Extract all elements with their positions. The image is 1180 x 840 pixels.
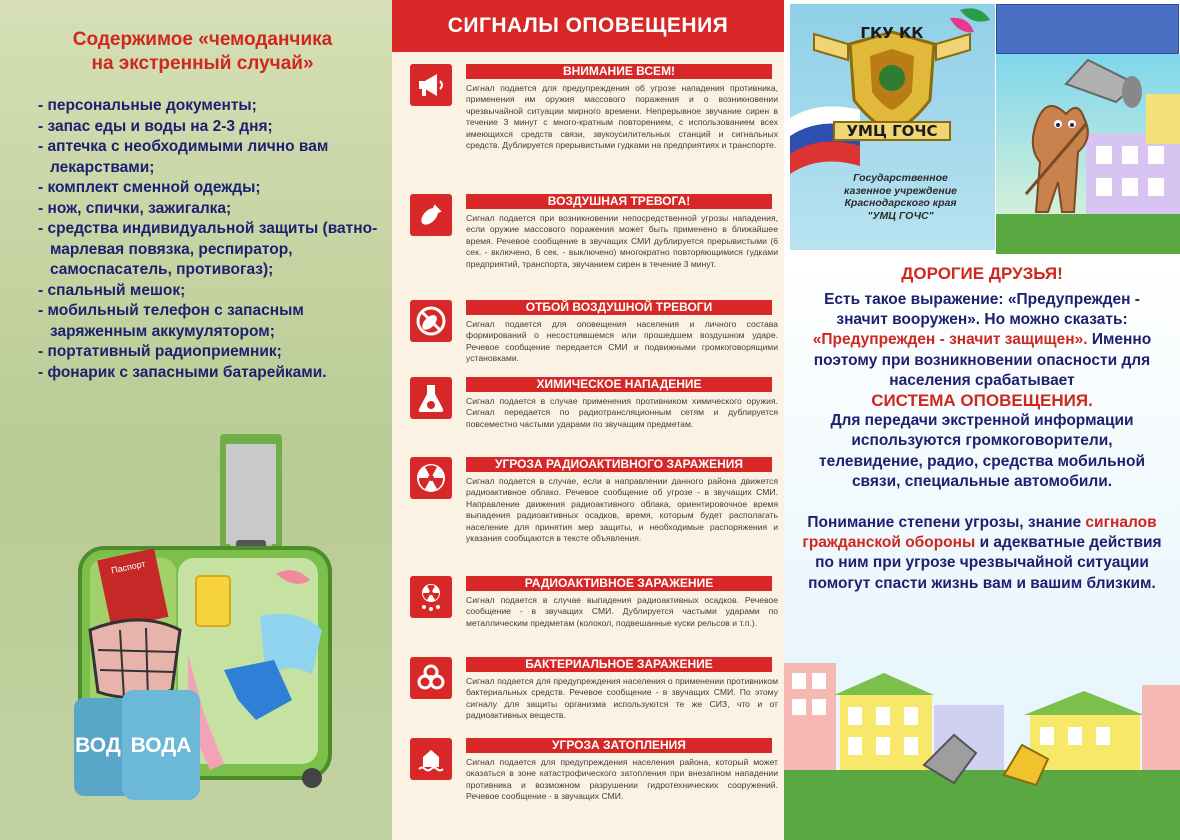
water-label-2: ВОДА xyxy=(130,734,192,757)
caption-line: казенное учреждение xyxy=(844,184,957,197)
umc-gochs-logo xyxy=(790,4,995,250)
message-highlight: сигналов гражданской обороны xyxy=(802,514,1157,552)
message-title: ДОРОГИЕ ДРУЗЬЯ! xyxy=(901,264,1063,283)
kit-item: - персональные документы; xyxy=(38,97,257,114)
signal-all-clear xyxy=(410,300,780,374)
bomb-icon xyxy=(410,194,452,236)
signal-title: УГРОЗА РАДИОАКТИВНОГО ЗАРАЖЕНИЯ xyxy=(466,457,772,472)
signal-text: Сигнал подается для предупреждения населения района, который может оказаться в зоне катастрофического затопления при внезапном нападении противника и возможном разрушении гидротехнических сооружений. Речевое сообщение - в звучащих СМИ. xyxy=(466,757,778,802)
kit-title xyxy=(30,28,375,76)
kit-item: - спальный мешок; xyxy=(38,281,186,299)
message-text: Есть такое выражение: «Предупрежден - значит вооружен». Но можно сказать: xyxy=(824,291,1140,329)
kit-title-line-1: Содержимое «чемоданчика xyxy=(72,29,333,50)
chemical-flask-icon xyxy=(410,377,452,419)
town-illustration xyxy=(784,655,1180,840)
dear-friends-message xyxy=(784,258,1180,663)
signal-title: ОТБОЙ ВОЗДУШНОЙ ТРЕВОГИ xyxy=(466,300,772,315)
kit-title-line-2: на экстренный случай» xyxy=(91,53,314,74)
message-text: и адекватные действия по ним при угрозе чрезвычайной ситуации помогут спасти жизнь вам и вашим близким. xyxy=(808,534,1162,592)
radioactive-fallout-icon xyxy=(410,576,452,618)
caption-line: Краснодарского края xyxy=(844,197,957,209)
signal-title: УГРОЗА ЗАТОПЛЕНИЯ xyxy=(466,738,772,753)
message-paragraph xyxy=(800,290,1164,391)
kit-item: - комплект сменной одежды; xyxy=(38,179,261,196)
signal-flood-threat xyxy=(410,738,780,838)
passport-label: Паспорт xyxy=(110,558,147,576)
info-panel xyxy=(784,0,1180,840)
message-paragraph: Для передачи экстренной информации используются громкоговорители, телевидение, радио, средства мобильной связи, специальные автомобили. xyxy=(818,412,1146,490)
message-text: Именно поэтому при возникновении опасности для населения срабатывает xyxy=(813,331,1152,389)
logo-top-text: ГКУ КК xyxy=(860,24,924,42)
signal-title: ВНИМАНИЕ ВСЕМ! xyxy=(466,64,772,79)
suitcase-illustration xyxy=(60,430,360,810)
signal-text: Сигнал подается при возникновении непосредственной угрозы нападения, если оружие массового поражения может быть применено в ближайшее время. Речевое сообщение в звучащих СМИ дублируется прерывистыми (6 сек. - включено, 6 сек. - выключено) многократно повторяющимися гудками предприятий, транспорта, звучанием сирен в течение 3 минут. xyxy=(466,213,778,269)
signal-chemical xyxy=(410,377,780,457)
system-alert-heading: СИСТЕМА ОПОВЕЩЕНИЯ. xyxy=(871,391,1093,411)
signal-radioactive-contamination xyxy=(410,576,780,656)
cat-megaphone-illustration xyxy=(996,54,1180,254)
message-text: Понимание степени угрозы, знание xyxy=(807,514,1086,532)
radiation-icon xyxy=(410,457,452,499)
message-body xyxy=(800,290,1164,594)
signal-radiation-threat xyxy=(410,457,780,575)
signal-text: Сигнал подается для предупреждения об угрозе нападения противника, применения им оружия массового поражения и о возникновении чрезвычайной ситуации мирного времени. Непрерывное звучание сирен в течение 3 минут с много-кратным повторением, с использованием всех имеющихся средств связи, звукоусилительных станций и сигнальных средств. Дублируется прерывистыми гудками на предприятиях и транспорте. xyxy=(466,83,778,151)
signals-header: СИГНАЛЫ ОПОВЕЩЕНИЯ xyxy=(392,0,784,52)
signal-text: Сигнал подается для оповещения населения и личного состава формирований о несостоявшемся или прошедшем воздушном ударе. Речевое сообщение передается СМИ и подвижными громкоговорящими установками. xyxy=(466,319,778,364)
caption-line: "УМЦ ГОЧС" xyxy=(867,209,934,222)
kit-item: - портативный радиоприемник; xyxy=(38,343,282,360)
message-highlight: «Предупрежден - значит защищен». xyxy=(812,331,1088,349)
kit-item: - фонарик с запасными батарейками. xyxy=(38,363,327,381)
signal-text: Сигнал подается в случае, если в направлении данного района движется радиоактивное облако. Речевое сообщение об угрозе - в звучащих СМИ. Направление движения радиоактивного облака, ориентировочное время выпадения радиоактивных осадков, время, которым будет располагать население для принятия мер защиты, и необходимые распоряжения и указания сообщаются в тексте объявления. xyxy=(466,476,778,544)
kit-item: - аптечка с необходимыми лично вам лекарствами; xyxy=(38,138,329,176)
kit-item: - нож, спички, зажигалка; xyxy=(38,199,232,217)
signal-attention xyxy=(410,64,780,194)
signal-text: Сигнал подается для предупреждения населения о применении противником бактериальных средств. Речевое сообщение - в звучащих СМИ. По этому сигналу для защиты организма используются те же СИЗ, что и от радиоактивных веществ. xyxy=(466,676,778,721)
shield-emblem-icon xyxy=(790,4,995,174)
water-label-1: ВОД xyxy=(75,734,121,757)
biohazard-icon xyxy=(410,657,452,699)
signal-title: РАДИОАКТИВНОЕ ЗАРАЖЕНИЕ xyxy=(466,576,772,591)
kit-item: - запас еды и воды на 2-3 дня; xyxy=(38,117,273,135)
blue-banner xyxy=(996,4,1179,54)
kit-item: - средства индивидуальной защиты (ватно-марлевая повязка, респиратор, самоспасатель, противогаз); xyxy=(38,220,378,278)
signal-title: БАКТЕРИАЛЬНОЕ ЗАРАЖЕНИЕ xyxy=(466,657,772,672)
kit-list xyxy=(38,96,378,383)
caption-line: Государственное xyxy=(853,172,948,184)
signal-text: Сигнал подается в случае выпадения радиоактивных осадков. Речевое сообщение - в звучащих СМИ. Дублируется частыми ударами по металлическим предметам (колокол, подвешанные куски рельсов и т.п.). xyxy=(466,595,778,628)
signal-text: Сигнал подается в случае применения противником химического оружия. Сигнал передается по радиотрансляционным сетям и дублируется повсеместно частыми ударами по звучащим предметам. xyxy=(466,396,778,429)
organization-caption xyxy=(808,172,993,222)
emergency-kit-panel xyxy=(0,0,392,840)
signal-title: ВОЗДУШНАЯ ТРЕВОГА! xyxy=(466,194,772,209)
no-bomb-icon xyxy=(410,300,452,342)
logo-bottom-text: УМЦ ГОЧС xyxy=(846,122,938,140)
megaphone-icon xyxy=(410,64,452,106)
signal-title: ХИМИЧЕСКОЕ НАПАДЕНИЕ xyxy=(466,377,772,392)
signal-air-raid xyxy=(410,194,780,298)
message-paragraph xyxy=(800,513,1164,594)
kit-item: - мобильный телефон с запасным заряженным аккумулятором; xyxy=(38,302,304,340)
signal-bacterial xyxy=(410,657,780,737)
alert-signals-panel xyxy=(392,0,784,840)
flood-icon xyxy=(410,738,452,780)
